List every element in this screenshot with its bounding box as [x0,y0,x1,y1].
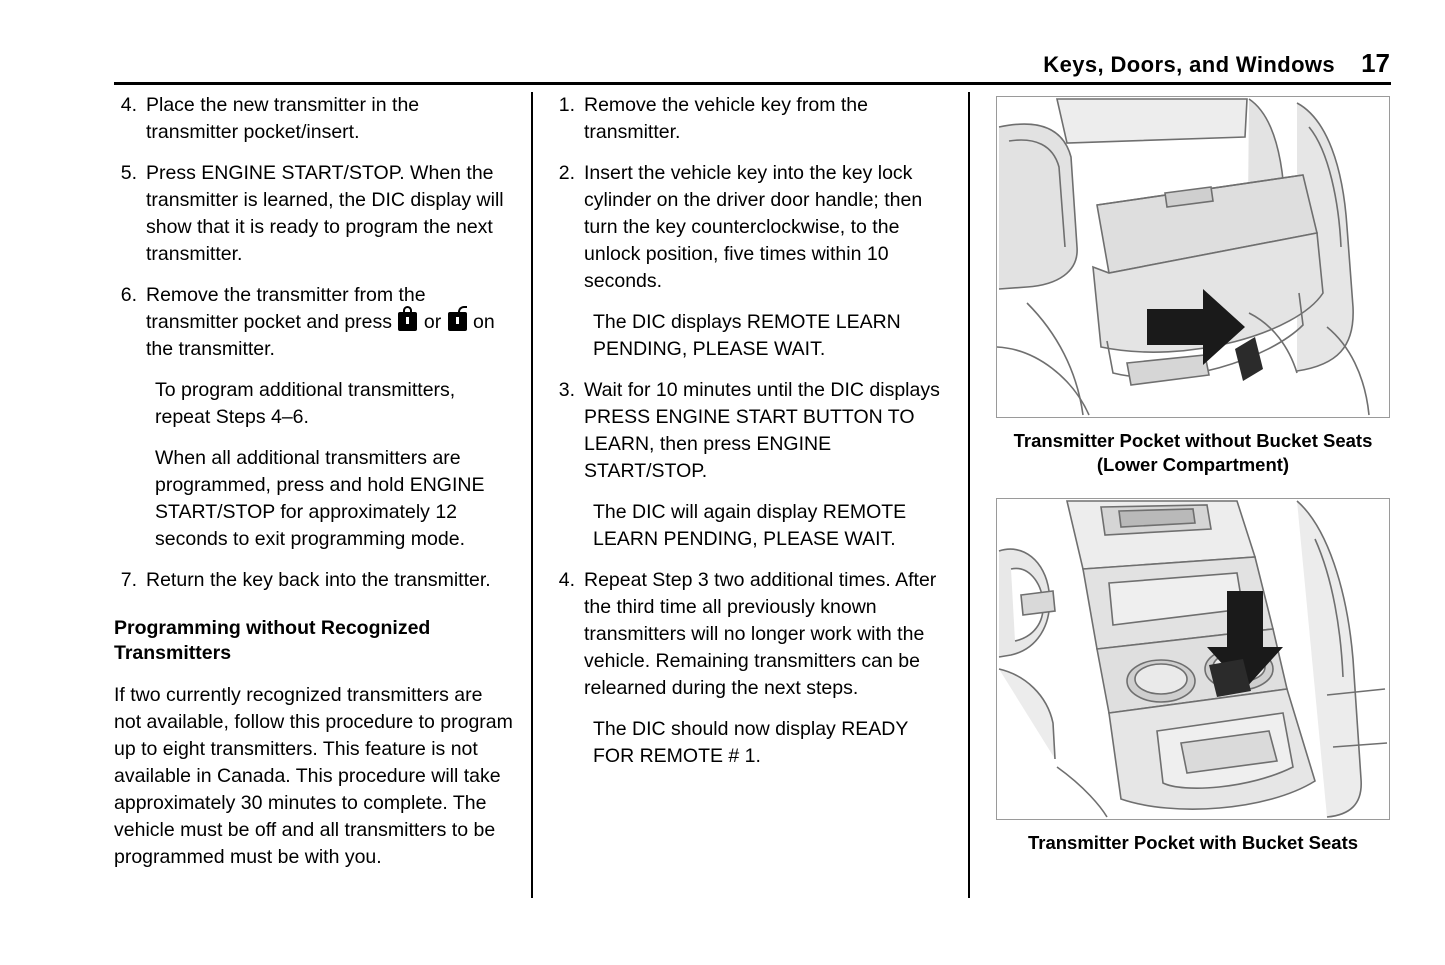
note-paragraph: When all additional transmitters are programmed, press and hold ENGINE START/STOP for approximately 12 seconds to exit programming mode. [155,447,485,550]
column-left [114,92,514,885]
section-subheading: Programming without Recognized Transmitters [114,617,431,664]
figure-caption-line-1: Transmitter Pocket with Bucket Seats [1027,832,1359,853]
note-paragraph: The DIC displays REMOTE LEARN PENDING, PLEASE WAIT. [593,311,901,360]
list-item-text [146,282,514,363]
list-item-number: 4. [558,569,575,591]
column-divider-1 [531,92,533,898]
figure-image [996,96,1390,418]
figure-image [996,498,1390,820]
page-header [990,48,1390,79]
lock-open-icon [448,312,467,331]
lock-closed-icon [398,312,417,331]
list-item-number: 2. [558,162,575,184]
page-title: Keys, Doors, and Windows [1043,52,1336,77]
list-item-number: 3. [558,379,575,401]
note-paragraph: The DIC should now display READY FOR REMOTE # 1. [593,718,909,767]
list-item [552,92,952,146]
figure-transmitter-pocket-without-bucket-seats [996,96,1390,477]
column-divider-2 [968,92,970,898]
list-item [114,567,514,594]
figure-caption [996,429,1390,477]
list-item-text: Repeat Step 3 two additional times. After the third time all previously known transmitters will no longer work with the vehicle. Remaining transmitters can be relearned during the next steps. [584,569,937,699]
list-item [552,567,952,702]
list-item-number: 5. [120,162,137,184]
list-item-number: 7. [120,569,137,591]
note-paragraph: The DIC will again display REMOTE LEARN PENDING, PLEASE WAIT. [593,501,907,550]
list-item [114,160,514,268]
header-divider [114,82,1391,85]
list-item-text-part: on the transmitter. [146,311,495,360]
page-number: 17 [1361,48,1390,78]
list-item-text: Place the new transmitter in the transmitter pocket/insert. [146,94,420,143]
list-item [114,92,514,146]
column-middle [552,92,952,784]
figure-caption-line-2: (Lower Compartment) [1096,454,1290,475]
note-paragraph: To program additional transmitters, repeat Steps 4–6. [155,379,456,428]
list-item-number: 4. [120,94,137,116]
figure-caption-line-1: Transmitter Pocket without Bucket Seats [1013,430,1373,451]
list-item-text: Press ENGINE START/STOP. When the transmitter is learned, the DIC display will show that it is ready to program the next transmitter. [146,162,504,265]
list-item-text-part: or [418,311,447,333]
section-body: If two currently recognized transmitters are not available, follow this procedure to program up to eight transmitters. This feature is not available in Canada. This procedure will take approximately 30 minutes to complete. The vehicle must be off and all transmitters to be programmed must be with you. [114,684,513,868]
list-item-text: Insert the vehicle key into the key lock cylinder on the driver door handle; then turn the key counterclockwise, to the unlock position, five times within 10 seconds. [584,162,923,292]
list-item-text-part: Remove the transmitter from the transmitter pocket and press [146,284,426,333]
list-item [114,282,514,363]
figure-transmitter-pocket-with-bucket-seats [996,498,1390,855]
figure-caption [996,831,1390,855]
list-item-number: 1. [558,94,575,116]
list-item-number: 6. [120,284,137,306]
list-item-text: Remove the vehicle key from the transmitter. [584,94,868,143]
list-item-text: Wait for 10 minutes until the DIC displays PRESS ENGINE START BUTTON TO LEARN, then press ENGINE START/STOP. [584,379,940,482]
list-item-text: Return the key back into the transmitter. [146,569,491,591]
list-item [552,160,952,295]
list-item [552,377,952,485]
